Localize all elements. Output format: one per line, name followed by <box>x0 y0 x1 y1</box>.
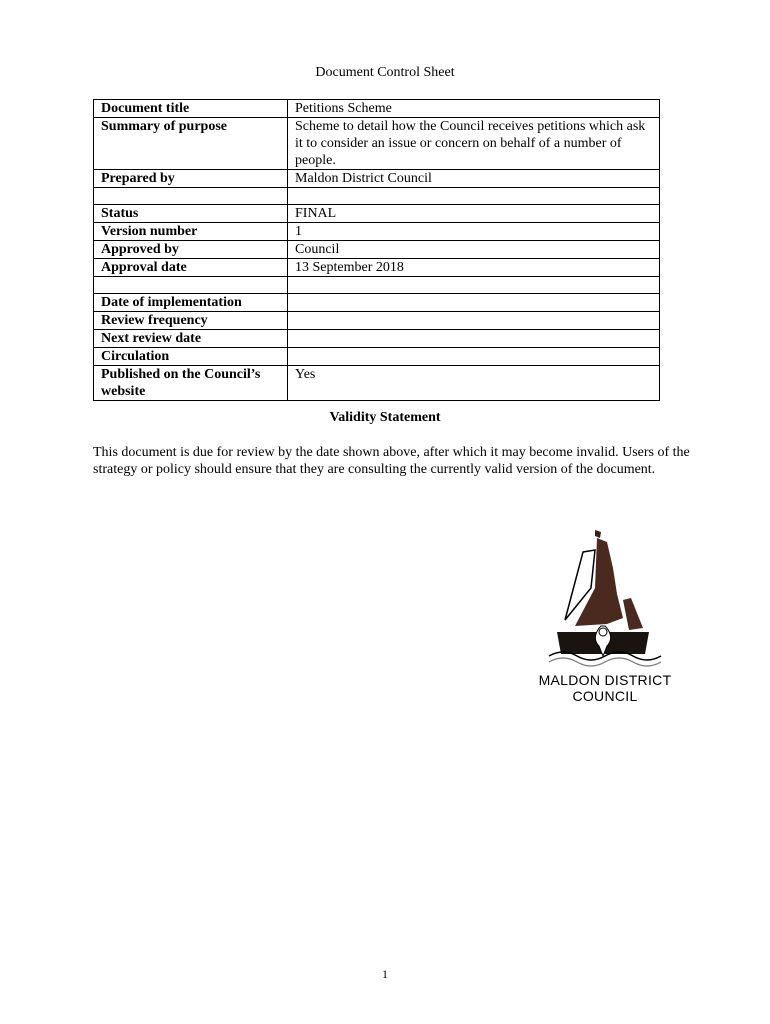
row-label: Approved by <box>94 241 288 259</box>
row-label: Approval date <box>94 259 288 277</box>
row-label: Published on the Council’s website <box>94 366 288 401</box>
row-value <box>288 312 660 330</box>
row-value <box>288 188 660 205</box>
logo-text-line1: MALDON DISTRICT <box>538 672 672 688</box>
table-row <box>94 100 660 118</box>
table-row <box>94 366 660 401</box>
row-label: Version number <box>94 223 288 241</box>
row-label: Next review date <box>94 330 288 348</box>
row-label: Document title <box>94 100 288 118</box>
row-value: Council <box>288 241 660 259</box>
row-label: Circulation <box>94 348 288 366</box>
row-label: Summary of purpose <box>94 118 288 170</box>
table-row <box>94 205 660 223</box>
row-value: 13 September 2018 <box>288 259 660 277</box>
row-value <box>288 348 660 366</box>
table-row <box>94 241 660 259</box>
row-label: Date of implementation <box>94 294 288 312</box>
logo-text <box>525 672 685 704</box>
council-logo <box>525 528 685 704</box>
row-value: Yes <box>288 366 660 401</box>
document-heading: Document Control Sheet <box>315 65 455 80</box>
table-row <box>94 294 660 312</box>
row-value: Petitions Scheme <box>288 100 660 118</box>
table-row <box>94 170 660 188</box>
sailing-barge-logo-icon <box>545 528 665 668</box>
table-row <box>94 277 660 294</box>
page-number: 1 <box>382 967 388 981</box>
row-label: Status <box>94 205 288 223</box>
table-row <box>94 348 660 366</box>
row-label: Review frequency <box>94 312 288 330</box>
table-row <box>94 188 660 205</box>
row-label: Prepared by <box>94 170 288 188</box>
row-value: FINAL <box>288 205 660 223</box>
row-label <box>94 277 288 294</box>
table-row <box>94 223 660 241</box>
row-value <box>288 294 660 312</box>
logo-text-line2: COUNCIL <box>572 688 638 704</box>
validity-statement-title: Validity Statement <box>329 410 441 425</box>
row-value: 1 <box>288 223 660 241</box>
table-row <box>94 118 660 170</box>
validity-statement-text: This document is due for review by the date shown above, after which it may become invalid. Users of the strategy or policy should ensure that they are consulting the currently valid version of the document. <box>93 445 690 477</box>
row-value: Scheme to detail how the Council receives petitions which ask it to consider an issue or concern on behalf of a number of people. <box>288 118 660 170</box>
row-value <box>288 277 660 294</box>
table-row <box>94 259 660 277</box>
table-row <box>94 330 660 348</box>
document-control-table <box>93 99 660 401</box>
row-label <box>94 188 288 205</box>
row-value <box>288 330 660 348</box>
row-value: Maldon District Council <box>288 170 660 188</box>
table-row <box>94 312 660 330</box>
